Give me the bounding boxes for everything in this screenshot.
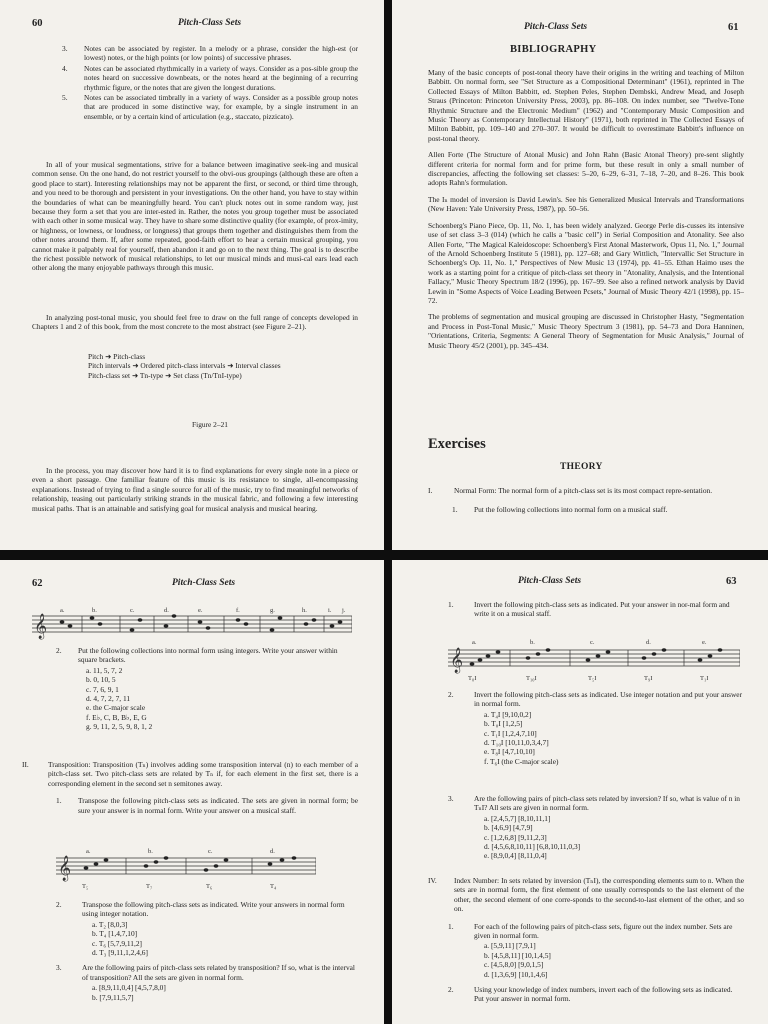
- list-item: d. [4,5,6,8,10,11] [6,8,10,11,0,3]: [484, 842, 581, 852]
- list-item: a. [5,9,11] [7,9,1]: [484, 941, 536, 951]
- item-text: Index Number: In sets related by inversion (TₙI), the corresponding elements sum to n. When the sets are in normal form, the first element of one usually corresponds to the last element of the other, the second element of one corre-sponds to the second-to-last element of the other, and so on.: [454, 876, 744, 914]
- operation-label: T₅: [82, 883, 89, 890]
- staff-letter: f.: [236, 607, 240, 614]
- list-item: [428, 985, 744, 1004]
- item-number: 1.: [448, 921, 454, 931]
- item-text: Normal Form: The normal form of a pitch-class set is its most compact repre-sentation.: [454, 486, 713, 495]
- list-item: [448, 600, 744, 619]
- page-63: [392, 560, 768, 1024]
- item-text: Put the following collections into normal form on a musical staff.: [474, 505, 668, 515]
- section-title: BIBLIOGRAPHY: [510, 44, 597, 55]
- item-text: Invert the following pitch-class sets as indicated. Use integer notation and put your answer in normal form.: [474, 690, 743, 709]
- item-number: 1.: [448, 600, 454, 609]
- operation-label: T₀I: [468, 675, 477, 682]
- item-text: Using your knowledge of index numbers, invert each of the following sets as indicated. Put your answer in normal form.: [474, 985, 733, 1004]
- staff-letter: h.: [302, 607, 307, 614]
- staff-letter: a.: [86, 848, 91, 855]
- figure-term: Pitch intervals: [88, 361, 131, 371]
- item-number: 1.: [452, 505, 458, 515]
- item-number: IV.: [428, 876, 437, 885]
- figure-caption: Figure 2–21: [192, 420, 228, 429]
- staff-letter: a.: [472, 639, 477, 646]
- answer-list: [56, 920, 356, 958]
- operation-label: T₁₀I: [526, 675, 537, 682]
- list-item: g. 9, 11, 2, 5, 9, 8, 1, 2: [86, 722, 153, 732]
- running-head: Pitch-Class Sets: [518, 576, 582, 586]
- item-text: Invert the following pitch-class sets as indicated. Put your answer in nor-mal form and write it on a musical staff.: [474, 600, 730, 619]
- operation-label: T₄: [270, 883, 277, 890]
- operation-label: T₆: [206, 883, 213, 890]
- item-number: 2.: [56, 900, 62, 909]
- list-item: [428, 486, 744, 495]
- staff-letter: c.: [130, 607, 135, 614]
- list-item: [428, 876, 744, 914]
- list-item: c. [4,5,8,0] [9,0,1,5]: [484, 960, 544, 970]
- list-item: c. T₁I [1,2,4,7,10]: [484, 728, 537, 738]
- item-number: 3.: [62, 44, 68, 53]
- staff-letter: c.: [208, 848, 213, 855]
- item-number: 3.: [56, 963, 62, 973]
- exercise-III-2: [448, 690, 744, 766]
- bibliography: [428, 68, 744, 357]
- list-item: f. E♭, C, B, B♭, E, G: [86, 712, 147, 722]
- figure-term: Pitch: [88, 352, 104, 361]
- list-item: [62, 64, 358, 92]
- gutter: [0, 550, 768, 560]
- answer-list: [56, 666, 356, 732]
- list-item: b. T₄ [1,4,7,10]: [92, 929, 138, 939]
- item-number: 2.: [56, 646, 62, 655]
- staff-letter: i.: [328, 607, 332, 614]
- music-staff: [56, 846, 316, 894]
- list-item: a. [8,9,11,0,4] [4,5,7,8,0]: [92, 983, 166, 993]
- figure-term: Ordered pitch-class intervals: [140, 361, 226, 371]
- treble-clef-icon: 𝄞: [34, 613, 48, 638]
- list-item: b. [4,5,8,11] [10,1,4,5]: [484, 950, 551, 960]
- answer-list: [56, 983, 356, 1002]
- page-number: 62: [32, 578, 43, 589]
- list-item: c. T₆ [5,7,9,11,2]: [92, 938, 142, 948]
- arrow-icon: ➜: [227, 361, 234, 371]
- arrow-icon: ➜: [131, 370, 139, 380]
- music-staff: [448, 636, 740, 686]
- staff-letter: b.: [530, 639, 535, 646]
- item-number: 1.: [56, 796, 62, 806]
- exercise-IV: [428, 876, 744, 1005]
- page-62: [0, 560, 384, 1024]
- list-item: e. T₈I [4,7,10,10]: [484, 747, 535, 757]
- staff-letter: b.: [148, 848, 153, 855]
- running-head: Pitch-Class Sets: [178, 18, 242, 28]
- item-number: I.: [428, 486, 433, 495]
- item-text: For each of the following pairs of pitch-class sets, figure out the index number. Sets are given in normal form.: [474, 921, 733, 941]
- figure-term: Set class (Tn/TnI-type): [173, 370, 242, 380]
- list-item: [448, 794, 744, 813]
- exercise-III-1: [448, 600, 744, 620]
- figure-term: Pitch-class: [113, 352, 146, 361]
- staff-letter: c.: [590, 639, 595, 646]
- arrow-icon: ➜: [105, 352, 112, 361]
- figure-2-21: [88, 352, 358, 380]
- running-head: Pitch-Class Sets: [524, 22, 588, 32]
- theory-heading: THEORY: [560, 462, 603, 472]
- exercise-II-2: [56, 900, 356, 1002]
- list-item: a. T₄I [9,10,0,2]: [484, 709, 532, 719]
- item-number: 5.: [62, 93, 68, 103]
- bib-paragraph: Many of the basic concepts of post-tonal theory have their origins in the writing and teaching of Milton Babbitt. On normal form, see "Set Structure as a Compositional Determinant" (1961), reprinted in The Collected Essays of Milton Babbitt, ed. Stephen Peles, Stephen Dembski, Andrew Mead, and Joseph Straus (Princeton: Princeton University Press, 2003), pp. 86–108. On index number, see "Twelve-Tone Rhythmic Structure and the Electronic Medium" (1962) and "Contemporary Music Composition and Music Theory as Contemporary Intellectual History" (1971), both reprinted in The Collected Essays of Milton Babbitt, pp. 109–140 and 270–307. It would be difficult to overestimate Babbitt's influence on post-tonal theory.: [428, 68, 744, 143]
- list-item: e. [8,9,0,4] [8,11,0,4]: [484, 851, 547, 861]
- item-text: Put the following collections into normal form using integers. Write your answer within square brackets.: [78, 646, 338, 665]
- list-item: c. [1,2,6,8] [9,11,2,3]: [484, 832, 547, 842]
- item-text: Transposition: Transposition (Tₙ) involves adding some transposition interval (n) to each member of a pitch-class set. Two pitch-class sets are related by Tₙ if, for each element in the first set, there is a corresponding element in the second set n semitones away.: [48, 760, 358, 788]
- answer-list: [448, 814, 744, 861]
- page-number: 60: [32, 18, 43, 29]
- item-text: Notes can be associated timbrally in a variety of ways. Consider as a possible group notes that are produced in some distinctive way, for example, by a single instrument in an ensemble, or by a certain kind of articulation (e.g., staccato, pizzicato).: [84, 93, 358, 121]
- list-item: [56, 900, 356, 919]
- answer-list: [448, 710, 744, 766]
- figure-term: Pitch-class set: [88, 370, 131, 380]
- item-text: Notes can be associated rhythmically in a variety of ways. Consider as a pos-sible group the notes heard on successive downbeats, or the notes heard at the beginning of a recurring rhythmic figure, or the notes that are given the longest durations.: [84, 63, 358, 92]
- staff-letter: b.: [92, 607, 97, 614]
- gutter: [384, 0, 392, 550]
- music-staff: [32, 604, 352, 644]
- list-item: b. 0, 10, 5: [86, 675, 116, 685]
- bib-paragraph: The problems of segmentation and musical grouping are discussed in Christopher Hasty, "Segmentation and Process in Post-Tonal Music," Music Theory Spectrum 3 (1981), pp. 54–73 and Dora Hanninen, "Orientations, Criteria, Segments: A General Theory of Segmentation for Music Analysis," Journal of Music Theory 45/2 (2001), pp. 345–434.: [428, 312, 744, 350]
- list-item: b. [7,9,11,5,7]: [92, 992, 134, 1002]
- figure-row: [88, 371, 358, 380]
- operation-label: T₉I: [644, 675, 653, 682]
- exercises-heading: Exercises: [428, 436, 486, 452]
- page-number: 63: [726, 576, 737, 587]
- page-61: [392, 0, 768, 550]
- list-item: [448, 690, 744, 709]
- staff-letter: g.: [270, 607, 275, 614]
- item-text: Are the following pairs of pitch-class sets related by inversion? If so, what is value of n in TₙI? All sets are given in normal form.: [474, 794, 740, 813]
- list-item: d. [1,3,6,9] [10,1,4,6]: [484, 969, 548, 979]
- staff-letter: e.: [198, 607, 203, 614]
- page-number: 61: [728, 22, 739, 33]
- body-paragraph: In analyzing post-tonal music, you should feel free to draw on the full range of concepts developed in Chapters 1 and 2 of this book, from the most concrete to the most abstract (see Figure 2–21).: [32, 313, 358, 332]
- operation-label: T₅I: [588, 675, 597, 682]
- list-item: d. T₃ [9,11,1,2,4,6]: [92, 948, 148, 958]
- list-item: [62, 93, 358, 121]
- body-paragraph: In the process, you may discover how hard it is to find explanations for every single note in a piece or even a short passage. One familiar feature of this music is its resistance to single, all-encompassing explanations. Instead of trying to find a single source for all of the music, try to find meaningful networks of relationship, teasing out particularly striking strands in the musical fabric, and following a few interesting musical paths. That is an attainable and satisfying goal for musical analysis and musical hearing.: [32, 466, 358, 513]
- figure-term: Interval classes: [235, 361, 281, 371]
- list-item: [56, 646, 356, 665]
- staff-letter: e.: [702, 639, 707, 646]
- staff-letter: d.: [646, 639, 651, 646]
- figure-row: [88, 361, 358, 370]
- item-text: Transpose the following pitch-class sets as indicated. The sets are given in normal form; be sure your answer is in normal form. Write your answer on a musical staff.: [78, 796, 358, 815]
- arrow-icon: ➜: [165, 370, 172, 380]
- item-number: 3.: [448, 794, 454, 803]
- staff-letter: d.: [164, 607, 169, 614]
- exercise-I: [428, 486, 744, 516]
- staff-letter: a.: [60, 607, 65, 614]
- list-item: f. T₆I (the C-major scale): [484, 756, 559, 766]
- exercise-II: [22, 760, 358, 816]
- list-item: e. the C-major scale: [86, 703, 146, 713]
- item-number: II.: [22, 760, 29, 769]
- item-text: Are the following pairs of pitch-class sets related by transposition? If so, what is the interval of transposition? All the sets are given in normal form.: [82, 963, 355, 982]
- running-head: Pitch-Class Sets: [172, 578, 236, 588]
- treble-clef-icon: 𝄞: [450, 647, 464, 672]
- bib-paragraph: Schoenberg's Piano Piece, Op. 11, No. 1, has been widely analyzed. George Perle dis-cusses its intensive use of set class 3–3 (014) (which he calls a "basic cell") in Serial Composition and Atonality. See also Allen Forte, "The Magical Kaleidoscope: Schoenberg's First Atonal Masterwork, Opus 11, No. 1," Journal of the Arnold Schoenberg Institute 5 (1981), pp. 127–68; and Gary Wittlich, "Intervallic Set Structure in Schoenberg's Op. 11, No. 1," Perspectives of New Music 13 (1974), pp. 41–55. Ethan Haimo uses the work as a starting point for a critique of pitch-class set theory in "Atonality, Analysis, and the Intentional Fallacy," Music Theory Spectrum 18/2 (1996), pp. 167–99. See also a refined network analysis by David Lewin in "Some Aspects of Voice Leading Between Pcsets," Journal of Music Theory 42/1 (1998), pp. 15–72.: [428, 220, 744, 305]
- answer-list: [428, 941, 744, 979]
- figure-row: [88, 352, 358, 361]
- list-item: b. [4,6,9] [4,7,9]: [484, 823, 533, 833]
- treble-clef-icon: 𝄞: [58, 855, 72, 880]
- gutter: [384, 560, 392, 1024]
- operation-label: T₇: [146, 883, 153, 890]
- exercise-I-2: [56, 646, 356, 732]
- body-paragraph: In all of your musical segmentations, strive for a balance between imaginative seek-ing and musical common sense. On the one hand, do not restrict yourself to the obvi-ous groupings (although these are often a good place to start). Interesting relationships may not be apparent the first, or second, or third time through, and you need to be thorough and persistent in your investigations. On the other hand, you have to stay within the boundaries of what can be meaningfully heard. You can't pluck notes out in some random way, just because they form a set that you are inter-ested in. Rather, the notes you group together must be associated with each other in some musical way. They have to share some distinctive quality (for example, of prox-imity, or highness, or lowness, or loudness, or longness) that groups them together and distinguishes them from the other notes around them. If, after some repeated, good-faith effort to hear a certain musical grouping, you cannot make it palpably real for yourself, then abandon it and go on to the next thing. The goal is to describe the richest possible network of musical relationships, to let our musical minds and musi-cal ears lead each other along the many enjoyable pathways through this music.: [32, 160, 358, 273]
- operation-label: T₁I: [700, 675, 709, 682]
- item-number: 2.: [448, 690, 454, 699]
- item-list: [62, 44, 358, 122]
- list-item: [428, 505, 744, 514]
- list-item: [62, 44, 358, 63]
- list-item: c. 7, 6, 9, 1: [86, 684, 119, 694]
- list-item: [56, 963, 356, 982]
- bib-paragraph: Allen Forte (The Structure of Atonal Music) and John Rahn (Basic Atonal Theory) pre-sent slightly different criteria for normal form and for prime form, but these result in only a small number of discrepancies, affecting the following set classes: 5–20, 6–29, 6–31, 7–18, 7–20, and 8–26. This book adopts Rahn's formulation.: [428, 150, 744, 188]
- list-item: [22, 760, 358, 788]
- list-item: d. 4, 7, 2, 7, 11: [86, 694, 131, 704]
- bib-paragraph: The Iₙ model of inversion is David Lewin's. See his Generalized Musical Intervals and Transformations (New Haven: Yale University Press, 1987), pp. 50–56.: [428, 194, 744, 214]
- exercise-III-3: [448, 794, 744, 861]
- item-text: Transpose the following pitch-class sets as indicated. Write your answers in normal form using integer notation.: [82, 900, 345, 919]
- list-item: a. [2,4,5,7] [8,10,11,1]: [484, 813, 551, 823]
- list-item: [428, 922, 744, 941]
- list-item: a. 11, 5, 7, 2: [86, 665, 123, 675]
- list-item: a. T₂ [8,0,3]: [92, 919, 128, 929]
- item-text: Notes can be associated by register. In a melody or a phrase, consider the high-est (or lowest) notes, or the high points (or low points) of successive phrases.: [84, 44, 358, 63]
- page-60: [0, 0, 384, 550]
- item-number: 2.: [448, 985, 454, 995]
- figure-term: Tn-type: [139, 370, 164, 380]
- staff-letter: d.: [270, 848, 275, 855]
- list-item: d. T₁₀I [10,11,0,3,4,7]: [484, 738, 549, 748]
- arrow-icon: ➜: [132, 361, 139, 371]
- list-item: b. T₀I [1,2,5]: [484, 719, 523, 729]
- list-item: [22, 796, 358, 815]
- staff-letter: j.: [342, 607, 346, 614]
- item-number: 4.: [62, 63, 68, 73]
